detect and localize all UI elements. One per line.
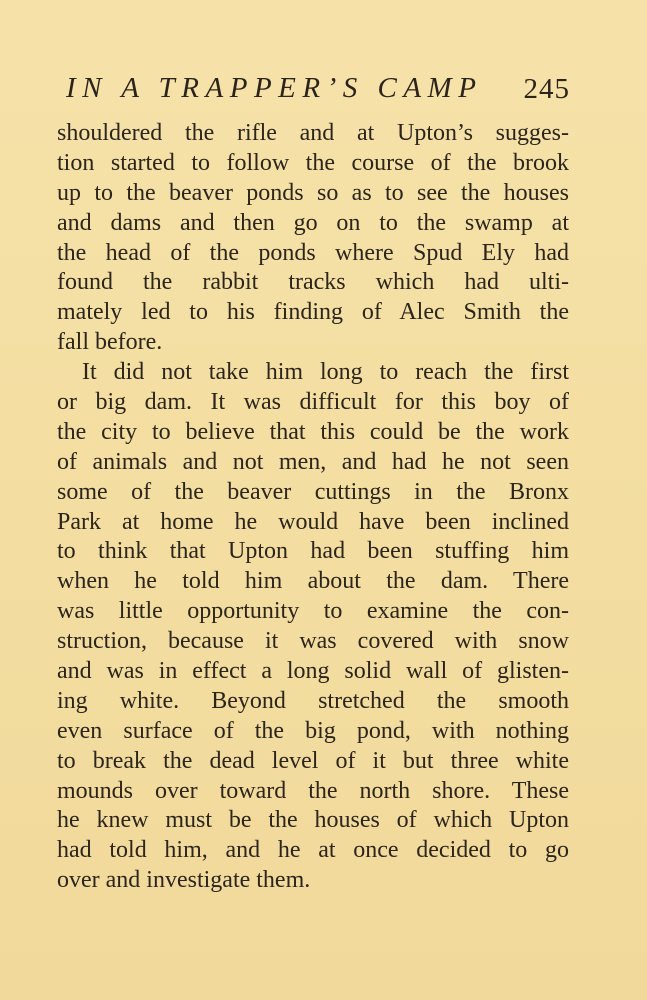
- body-text: [57, 119, 569, 896]
- text-line: or big dam. It was difficult for this boy of: [57, 389, 569, 416]
- running-title: IN A TRAPPER’S CAMP: [66, 72, 483, 104]
- text-line: up to the beaver ponds so as to see the houses: [57, 179, 569, 206]
- text-line: mately led to his finding of Alec Smith the: [57, 299, 569, 326]
- page-header: [66, 70, 570, 110]
- text-line: Park at home he would have been inclined: [57, 508, 569, 535]
- text-line: the head of the ponds where Spud Ely had: [57, 239, 569, 266]
- text-line: and was in effect a long solid wall of glisten-: [57, 658, 569, 685]
- text-line: he knew must be the houses of which Upton: [57, 807, 569, 834]
- text-line: when he told him about the dam. There: [57, 568, 569, 595]
- page-number: 245: [523, 73, 570, 105]
- text-line: and dams and then go on to the swamp at: [57, 209, 569, 236]
- text-line: was little opportunity to examine the con-: [57, 598, 569, 625]
- text-line: tion started to follow the course of the brook: [57, 149, 569, 176]
- text-line: had told him, and he at once decided to go: [57, 837, 569, 864]
- text-line: ing white. Beyond stretched the smooth: [57, 687, 569, 714]
- text-line: found the rabbit tracks which had ulti-: [57, 269, 569, 296]
- text-line: mounds over toward the north shore. These: [57, 777, 569, 804]
- text-line: struction, because it was covered with snow: [57, 628, 569, 655]
- text-line: even surface of the big pond, with nothing: [57, 717, 569, 744]
- text-line: over and investigate them.: [57, 867, 311, 894]
- text-line: to think that Upton had been stuffing him: [57, 538, 569, 565]
- text-line: the city to believe that this could be the work: [57, 418, 569, 445]
- text-line: shouldered the rifle and at Upton’s sugges-: [57, 120, 569, 146]
- text-line: It did not take him long to reach the first: [82, 359, 569, 386]
- text-line: some of the beaver cuttings in the Bronx: [57, 478, 569, 505]
- text-line: fall before.: [57, 329, 163, 356]
- text-line: to break the dead level of it but three white: [57, 747, 569, 774]
- text-line: of animals and not men, and had he not seen: [57, 448, 569, 475]
